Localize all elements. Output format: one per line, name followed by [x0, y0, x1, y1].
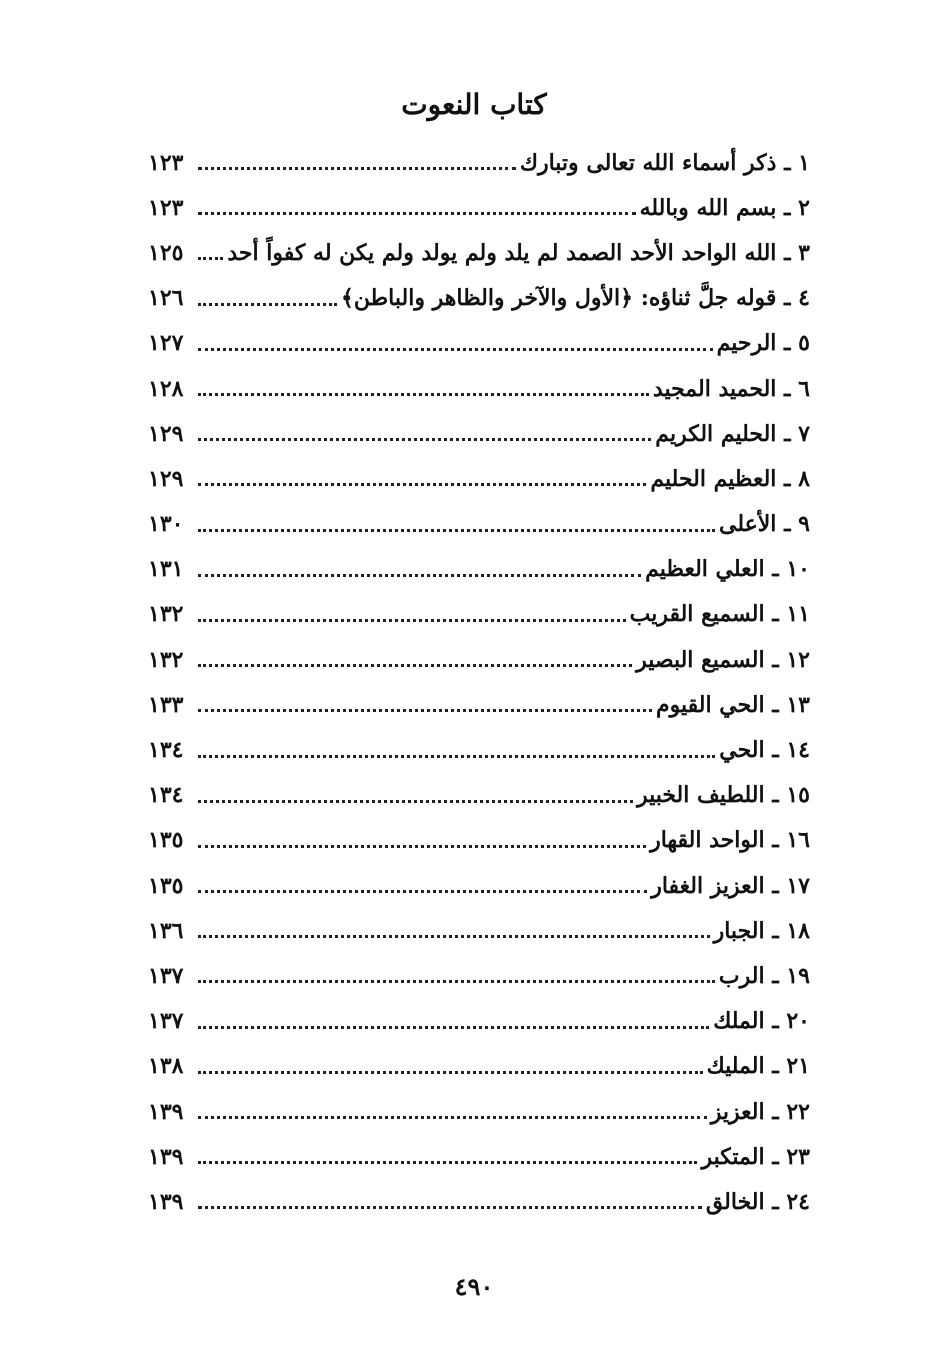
toc-entry-title: ٩ ـ الأعلى — [719, 511, 810, 538]
toc-row — [148, 1179, 810, 1224]
toc-page-number: ١٢٥ — [148, 239, 184, 266]
dot-leader — [198, 348, 713, 351]
dot-leader — [198, 845, 646, 848]
toc-entry-title: ٣ ـ الله الواحد الأحد الصمد لم يلد ولم يولد ولم يكن له كفواً أحد — [227, 239, 810, 266]
toc-page-number: ١٢٩ — [148, 420, 184, 447]
dot-leader — [198, 935, 710, 938]
toc-row — [148, 411, 810, 456]
toc-page-number: ١٣٠ — [148, 511, 184, 538]
toc-page-number: ١٣٩ — [148, 1098, 184, 1125]
toc-row — [148, 863, 810, 908]
dot-leader — [198, 980, 715, 983]
toc-entry-title: ١٥ ـ اللطيف الخبير — [636, 782, 810, 809]
toc-entry-title: ١٧ ـ العزيز الغفار — [651, 872, 810, 899]
toc-row — [148, 1044, 810, 1089]
toc-row — [148, 592, 810, 637]
dot-leader — [198, 664, 632, 667]
toc-row — [148, 908, 810, 953]
toc-page-number: ١٢٩ — [148, 465, 184, 492]
toc-page-number: ١٢٨ — [148, 375, 184, 402]
toc-page-number: ١٣٥ — [148, 827, 184, 854]
dot-leader — [198, 800, 633, 803]
toc-row — [148, 818, 810, 863]
toc-row — [148, 637, 810, 682]
toc-row — [148, 185, 810, 230]
dot-leader — [198, 619, 626, 622]
toc-row — [148, 502, 810, 547]
toc-entry-title: ٥ ـ الرحيم — [716, 330, 810, 357]
toc-page-number: ١٢٣ — [148, 149, 184, 176]
dot-leader — [198, 1026, 709, 1029]
page-title: كتاب النعوت — [401, 88, 547, 121]
toc-page-number: ١٣٥ — [148, 872, 184, 899]
toc-row — [148, 456, 810, 501]
dot-leader — [198, 303, 337, 306]
toc-page-number: ١٣٦ — [148, 917, 184, 944]
toc-entry-title: ١٩ ـ الرب — [718, 962, 810, 989]
dot-leader — [198, 1206, 702, 1209]
toc-entry-title: ٦ ـ الحميد المجيد — [652, 375, 810, 402]
dot-leader — [198, 890, 647, 893]
dot-leader — [198, 529, 715, 532]
toc-entry-title: ٢٢ ـ العزيز — [710, 1098, 810, 1125]
toc-entry-title: ١٦ ـ الواحد القهار — [650, 827, 810, 854]
toc-row — [148, 727, 810, 772]
dot-leader — [198, 755, 715, 758]
toc-page-number: ١٢٧ — [148, 330, 184, 357]
toc-row — [148, 366, 810, 411]
toc-row — [148, 773, 810, 818]
toc-entry-title: ١٤ ـ الحي — [719, 737, 810, 764]
toc-entry-title: ٢٣ ـ المتكبر — [701, 1143, 810, 1170]
dot-leader — [198, 709, 652, 712]
toc-page-number: ١٣٢ — [148, 646, 184, 673]
dot-leader — [198, 257, 223, 260]
toc-entry-title: ١١ ـ السميع القريب — [629, 601, 810, 628]
toc-entry-title: ١٣ ـ الحي القيوم — [656, 691, 810, 718]
toc-row — [148, 276, 810, 321]
toc-row — [148, 1134, 810, 1179]
toc-row — [148, 682, 810, 727]
dot-leader — [198, 212, 636, 215]
toc-page-number: ١٢٦ — [148, 285, 184, 312]
toc-entry-title: ١ ـ ذكر أسماء الله تعالى وتبارك — [519, 149, 810, 176]
toc-page-number: ١٣٩ — [148, 1188, 184, 1215]
dot-leader — [198, 574, 641, 577]
toc-page-number: ١٣٧ — [148, 1008, 184, 1035]
dot-leader — [198, 1116, 707, 1119]
toc-entry-title: ١٨ ـ الجبار — [713, 917, 810, 944]
toc-row — [148, 1089, 810, 1134]
toc-page-number: ١٣٩ — [148, 1143, 184, 1170]
toc-page-number: ١٢٣ — [148, 194, 184, 221]
toc-page-number: ١٣٨ — [148, 1053, 184, 1080]
toc-entry-title: ٧ ـ الحليم الكريم — [655, 420, 810, 447]
dot-leader — [198, 438, 651, 441]
dot-leader — [198, 167, 516, 170]
toc-row — [148, 230, 810, 275]
page-number: ٤٩٠ — [454, 1272, 494, 1301]
toc-entry-title: ٢١ ـ المليك — [706, 1053, 810, 1080]
toc-page-number: ١٣٣ — [148, 691, 184, 718]
toc-entry-title: ٢ ـ بسم الله وبالله — [639, 194, 810, 221]
toc-page-number: ١٣٤ — [148, 782, 184, 809]
toc-entry-title: ٢٤ ـ الخالق — [705, 1188, 810, 1215]
toc-entry-title: ٢٠ ـ الملك — [713, 1008, 810, 1035]
toc-row — [148, 547, 810, 592]
toc-page-number: ١٣٤ — [148, 737, 184, 764]
toc-row — [148, 140, 810, 185]
dot-leader — [198, 393, 649, 396]
toc-page-number: ١٣٢ — [148, 601, 184, 628]
toc-row — [148, 321, 810, 366]
dot-leader — [198, 1161, 697, 1164]
dot-leader — [198, 483, 646, 486]
toc-page-number: ١٣٧ — [148, 962, 184, 989]
toc-entry-title: ١٠ ـ العلي العظيم — [645, 556, 810, 583]
toc-entry-title: ٨ ـ العظيم الحليم — [650, 465, 810, 492]
table-of-contents — [148, 140, 810, 1225]
toc-row — [148, 953, 810, 998]
toc-entry-title: ١٢ ـ السميع البصير — [636, 646, 810, 673]
toc-entry-title: ٤ ـ قوله جلَّ ثناؤه: ﴿الأول والآخر والظاهر والباطن﴾ — [341, 285, 810, 312]
dot-leader — [198, 1071, 703, 1074]
toc-row — [148, 999, 810, 1044]
toc-page-number: ١٣١ — [148, 556, 184, 583]
